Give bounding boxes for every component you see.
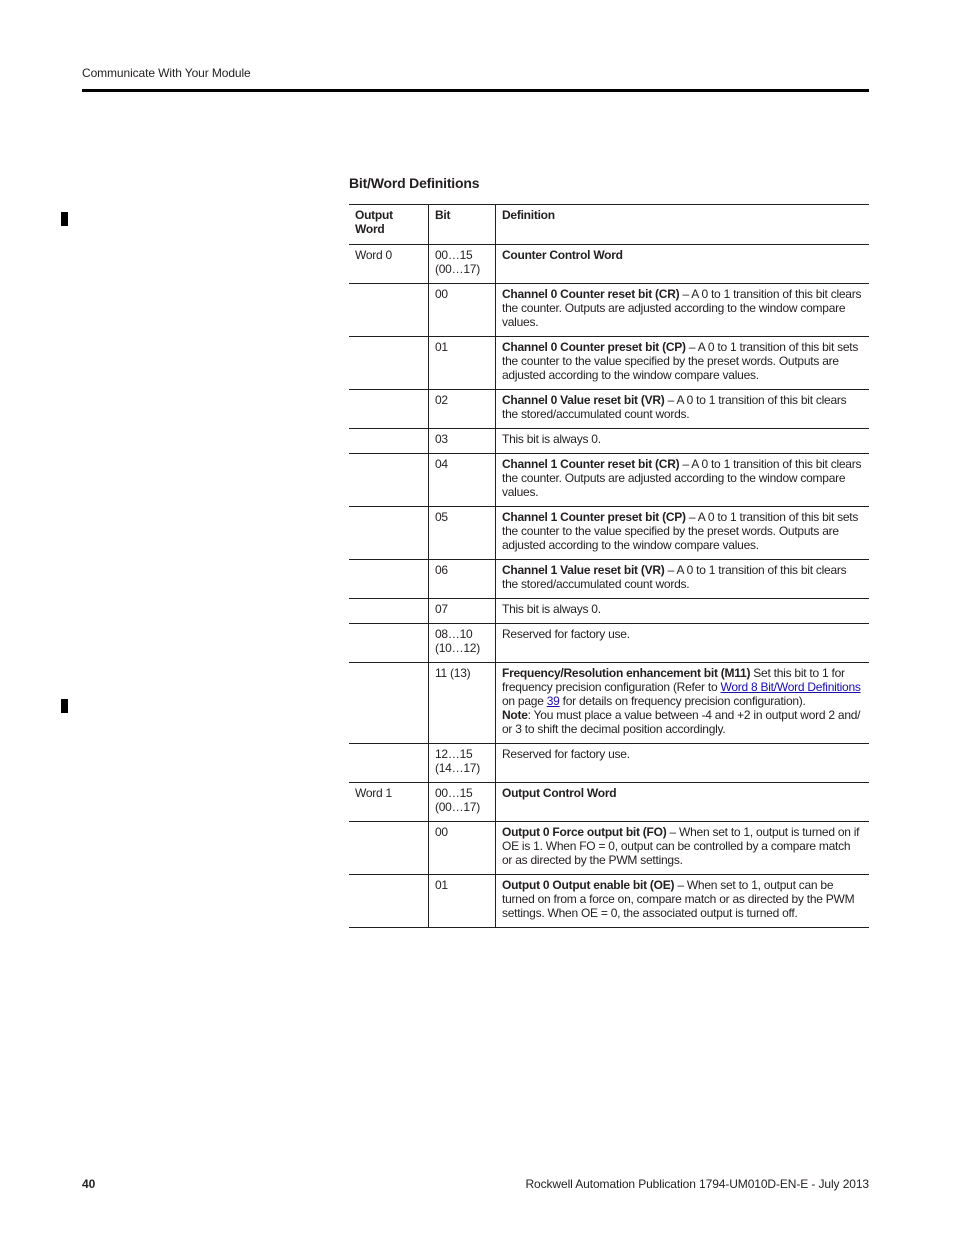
- definition-text: on page: [502, 694, 547, 708]
- table-row: [349, 429, 869, 454]
- cell-bit: 00…15 (00…17): [429, 245, 496, 284]
- change-bar-marker: [61, 212, 68, 226]
- definition-text: Set this bit to 1 for frequency precision configuration (Refer to: [502, 666, 845, 694]
- definition-text: Reserved for factory use.: [502, 747, 630, 761]
- cell-bit: 03: [429, 429, 496, 454]
- definition-text: This bit is always 0.: [502, 432, 601, 446]
- page-39-link[interactable]: 39: [546, 694, 560, 708]
- table-row: [349, 875, 869, 928]
- cell-definition: [496, 507, 870, 560]
- definition-term: Channel 1 Counter reset bit (CR): [502, 457, 680, 471]
- cell-word: [349, 390, 429, 429]
- cell-word: [349, 429, 429, 454]
- cell-definition: [496, 783, 870, 822]
- definition-term: Frequency/Resolution enhancement bit (M11): [502, 666, 751, 680]
- definition-term: Output 0 Force output bit (FO): [502, 825, 667, 839]
- cell-word: [349, 599, 429, 624]
- running-header: Communicate With Your Module: [82, 66, 251, 80]
- definition-term: Counter Control Word: [502, 248, 623, 262]
- definition-text: – A 0 to 1 transition of this bit sets the counter to the value specified by the preset words. Outputs are adjusted according to the window compare values.: [502, 510, 859, 552]
- cell-definition: [496, 454, 870, 507]
- cell-definition: [496, 390, 870, 429]
- cell-definition: [496, 560, 870, 599]
- cell-bit: 07: [429, 599, 496, 624]
- definition-text: for details on frequency precision configuration).: [559, 694, 806, 708]
- table-row: [349, 663, 869, 744]
- cell-word: [349, 744, 429, 783]
- word8-definitions-link[interactable]: Word 8 Bit/Word Definitions: [720, 680, 861, 694]
- cell-word: [349, 663, 429, 744]
- table-row: [349, 744, 869, 783]
- definition-text: – A 0 to 1 transition of this bit sets the counter to the value specified by the preset words. Outputs are adjusted according to the window compare values.: [502, 340, 859, 382]
- cell-bit: 08…10 (10…12): [429, 624, 496, 663]
- cell-definition: [496, 624, 870, 663]
- cell-bit: 00: [429, 284, 496, 337]
- cell-bit: 01: [429, 337, 496, 390]
- definition-term: Output Control Word: [502, 786, 617, 800]
- cell-word: [349, 624, 429, 663]
- table-row: [349, 599, 869, 624]
- table-row: [349, 337, 869, 390]
- cell-word: [349, 284, 429, 337]
- note-label: Note: [502, 708, 528, 722]
- cell-definition: [496, 875, 870, 928]
- cell-bit: 11 (13): [429, 663, 496, 744]
- page-number: 40: [82, 1177, 96, 1191]
- definition-term: Channel 1 Counter preset bit (CP): [502, 510, 686, 524]
- cell-bit: 02: [429, 390, 496, 429]
- table-row: [349, 390, 869, 429]
- note-text: : You must place a value between -4 and +2 in output word 2 and/ or 3 to shift the decimal position accordingly.: [502, 708, 861, 736]
- cell-bit: 12…15 (14…17): [429, 744, 496, 783]
- cell-bit: 00…15 (00…17): [429, 783, 496, 822]
- cell-word: [349, 875, 429, 928]
- table-row: [349, 507, 869, 560]
- definition-text: – When set to 1, output is turned on if OE is 1. When FO = 0, output can be controlled by a compare match or as directed by the PWM settings.: [502, 825, 860, 867]
- table-header-row: [349, 205, 869, 245]
- definition-text: Reserved for factory use.: [502, 627, 630, 641]
- cell-bit: 01: [429, 875, 496, 928]
- publication-footer: Rockwell Automation Publication 1794-UM010D-EN-E - July 2013: [525, 1177, 869, 1191]
- section-title: Bit/Word Definitions: [349, 175, 480, 191]
- table-row: [349, 245, 869, 284]
- column-header-definition: Definition: [496, 205, 870, 245]
- table-row: [349, 560, 869, 599]
- definition-text: – A 0 to 1 transition of this bit clears the stored/accumulated count words.: [502, 563, 847, 591]
- cell-word: Word 0: [349, 245, 429, 284]
- column-header-output-word: Output Word: [349, 205, 429, 245]
- table-row: [349, 624, 869, 663]
- cell-word: [349, 822, 429, 875]
- cell-definition: [496, 663, 870, 744]
- table-row: [349, 454, 869, 507]
- cell-word: [349, 454, 429, 507]
- cell-definition: [496, 284, 870, 337]
- definition-term: Channel 0 Value reset bit (VR): [502, 393, 665, 407]
- cell-definition: [496, 337, 870, 390]
- cell-word: [349, 507, 429, 560]
- cell-definition: [496, 429, 870, 454]
- cell-definition: [496, 822, 870, 875]
- bit-word-definitions-table: [349, 204, 869, 928]
- cell-bit: 06: [429, 560, 496, 599]
- definition-term: Channel 1 Value reset bit (VR): [502, 563, 665, 577]
- cell-word: [349, 337, 429, 390]
- definition-text: – A 0 to 1 transition of this bit clears the counter. Outputs are adjusted according to the window compare values.: [502, 457, 862, 499]
- table-row: [349, 822, 869, 875]
- cell-definition: [496, 245, 870, 284]
- definition-term: Channel 0 Counter preset bit (CP): [502, 340, 686, 354]
- cell-definition: [496, 744, 870, 783]
- column-header-bit: Bit: [429, 205, 496, 245]
- definition-text: This bit is always 0.: [502, 602, 601, 616]
- definition-text: – When set to 1, output can be turned on from a force on, compare match or as directed by the PWM settings. When OE = 0, the associated output is turned off.: [502, 878, 855, 920]
- cell-bit: 04: [429, 454, 496, 507]
- cell-word: [349, 560, 429, 599]
- table-row: [349, 783, 869, 822]
- definition-term: Channel 0 Counter reset bit (CR): [502, 287, 680, 301]
- change-bar-marker: [61, 699, 68, 713]
- definition-text: – A 0 to 1 transition of this bit clears the counter. Outputs are adjusted according to the window compare values.: [502, 287, 862, 329]
- cell-definition: [496, 599, 870, 624]
- cell-bit: 05: [429, 507, 496, 560]
- header-rule: [82, 89, 869, 92]
- definition-term: Output 0 Output enable bit (OE): [502, 878, 675, 892]
- cell-word: Word 1: [349, 783, 429, 822]
- cell-bit: 00: [429, 822, 496, 875]
- table-row: [349, 284, 869, 337]
- definition-text: – A 0 to 1 transition of this bit clears the stored/accumulated count words.: [502, 393, 847, 421]
